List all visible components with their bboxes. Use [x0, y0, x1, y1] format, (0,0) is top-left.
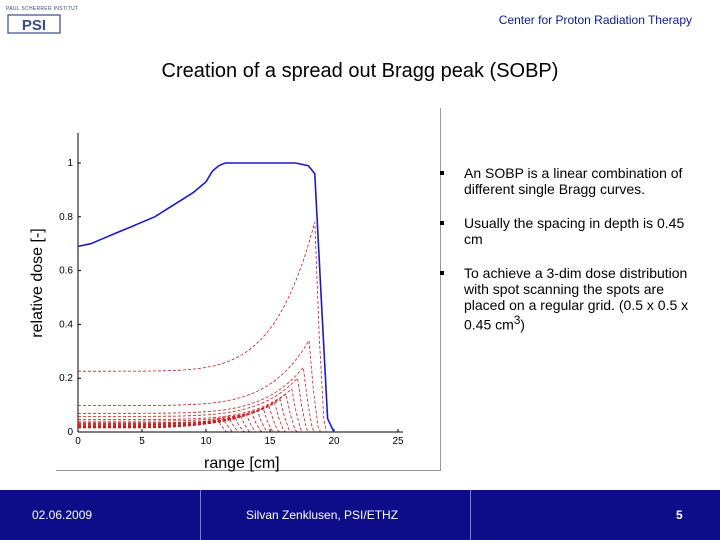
bragg-curve-line	[78, 222, 326, 432]
bullet-text: An SOBP is a linear combination of different single Bragg curves.	[464, 165, 683, 197]
y-tick-label: 0	[67, 427, 73, 438]
y-tick-label: 0.2	[59, 373, 73, 385]
bullet-icon	[440, 221, 444, 225]
footer-author: Silvan Zenklusen, PSI/ETHZ	[246, 508, 399, 522]
x-tick-label: 10	[200, 436, 212, 447]
x-tick-label: 25	[392, 436, 404, 447]
logo-institute-text: PAUL SCHERRER INSTITUT	[6, 6, 79, 12]
bullet-icon	[440, 271, 444, 275]
y-tick-label: 1	[67, 158, 73, 169]
bullet-text-tail: )	[520, 316, 525, 333]
sobp-line	[78, 163, 334, 432]
bullet-superscript: 3	[513, 314, 521, 327]
bragg-curve-line	[78, 408, 275, 432]
bullet-item	[440, 165, 702, 197]
y-axis-label: relative dose [-]	[29, 228, 46, 338]
y-tick-label: 0.8	[59, 211, 73, 223]
bullet-list	[440, 165, 702, 351]
bullet-text: Usually the spacing in depth is 0.45 cm	[464, 215, 685, 247]
x-tick-label: 20	[328, 436, 340, 447]
footer-page-number: 5	[676, 508, 683, 522]
bullet-item	[440, 265, 702, 333]
slide-title: Creation of a spread out Bragg peak (SOBP)	[161, 60, 559, 82]
y-tick-label: 0.4	[59, 319, 73, 331]
x-tick-label: 5	[139, 436, 145, 447]
logo-text: PSI	[21, 17, 47, 34]
center-name: Center for Proton Radiation Therapy	[498, 13, 692, 27]
footer-divider	[470, 490, 471, 540]
x-tick-label: 0	[75, 436, 81, 447]
x-axis-label: range [cm]	[204, 455, 280, 472]
bullet-icon	[440, 171, 444, 175]
footer-bar	[0, 490, 720, 540]
x-tick-label: 15	[264, 436, 276, 447]
bullet-text: To achieve a 3-dim dose distribution with spot scanning the spots are placed on a regular grid. (0.5 x 0.5 x 0.45 cm	[464, 265, 689, 333]
y-tick-label: 0.6	[59, 265, 73, 277]
footer-divider	[200, 490, 201, 540]
bullet-item	[440, 215, 702, 247]
footer-date: 02.06.2009	[32, 508, 93, 522]
